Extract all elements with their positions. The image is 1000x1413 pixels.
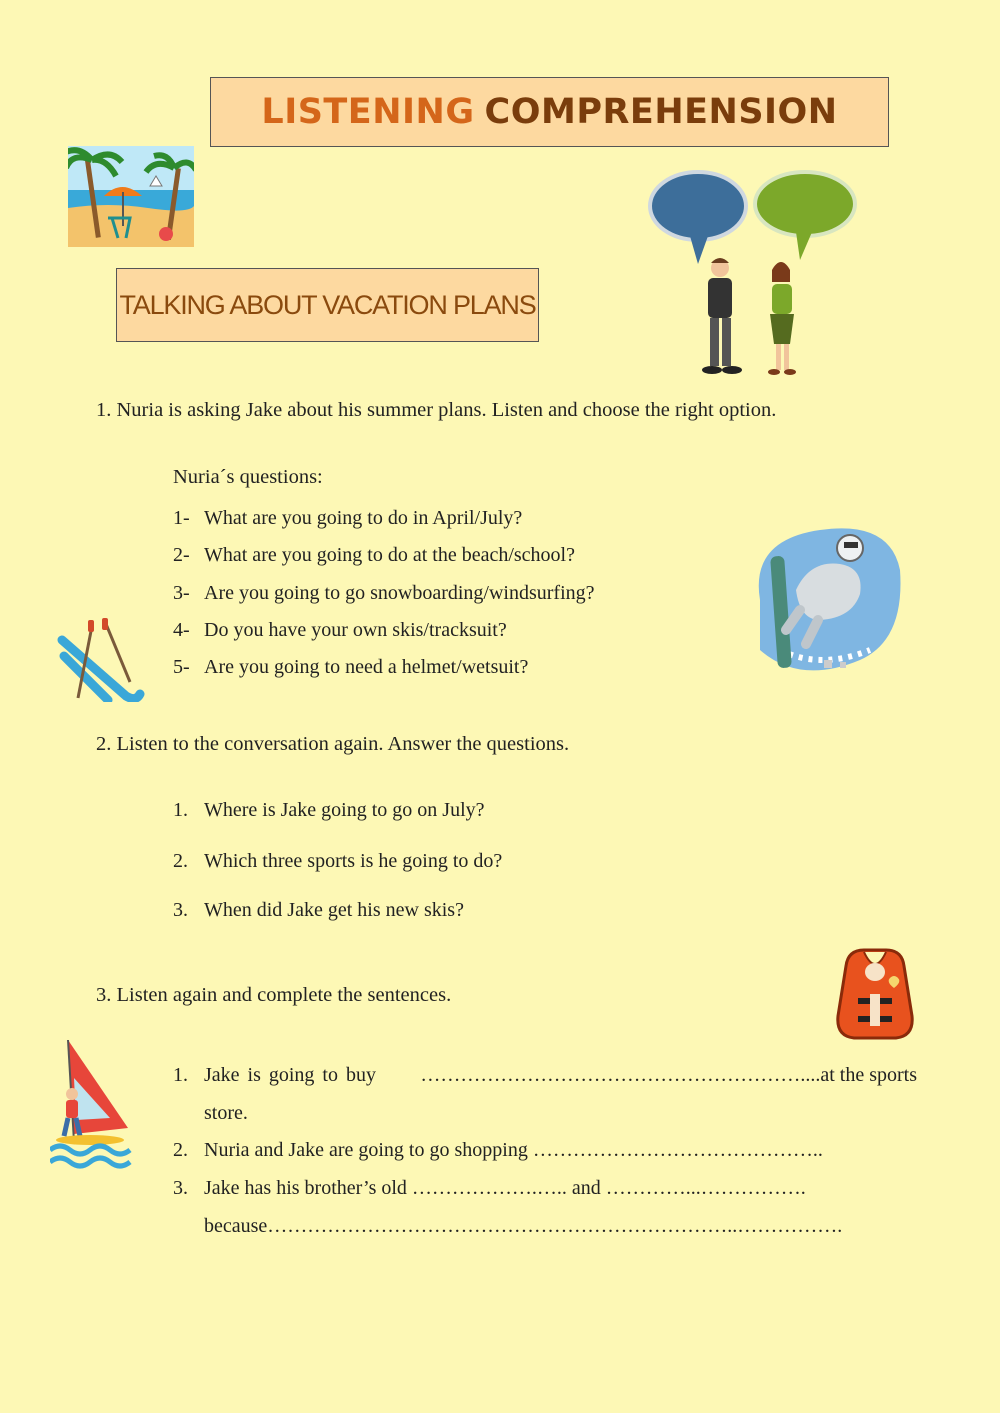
item-text: Do you have your own skis/tracksuit?	[204, 619, 507, 641]
list-item	[173, 899, 464, 922]
sentence-3-continuation: because……………………………………………………………..…………….	[204, 1215, 843, 1237]
item-number: 5-	[173, 656, 190, 678]
list-item	[173, 544, 575, 567]
item-number: 4-	[173, 619, 190, 641]
skis-icon	[56, 618, 146, 702]
item-text: What are you going to do at the beach/school?	[204, 544, 575, 566]
item-text: When did Jake get his new skis?	[204, 899, 464, 921]
subtitle-text: TALKING ABOUT VACATION PLANS	[119, 289, 536, 320]
questions-label: Nuria´s questions:	[173, 466, 323, 488]
list-item	[173, 507, 522, 530]
sentence-3	[173, 1177, 806, 1200]
item-text: Are you going to go snowboarding/windsurfing?	[204, 582, 595, 604]
list-item	[173, 619, 507, 642]
title-part2: COMPREHENSION	[484, 92, 838, 132]
sentence-text: Jake is going to buy	[204, 1064, 376, 1086]
snowboarder-icon	[740, 520, 905, 682]
exercise-2-instruction: 2. Listen to the conversation again. Answer the questions.	[96, 733, 570, 755]
list-item	[173, 656, 528, 679]
list-item	[173, 582, 595, 605]
item-text: What are you going to do in April/July?	[204, 507, 523, 529]
sentence-text: Jake has his brother’s old ……………….….. and …………...…………….	[204, 1177, 806, 1199]
sentence-text: Nuria and Jake are going to go shopping ……………………………………..	[204, 1139, 823, 1161]
exercise-1-instruction: 1. Nuria is asking Jake about his summer plans. Listen and choose the right option.	[96, 399, 777, 421]
sentence-2	[173, 1139, 823, 1162]
exercise-3-instruction: 3. Listen again and complete the sentences.	[96, 984, 452, 1006]
item-number: 1-	[173, 507, 190, 529]
item-number: 1.	[173, 799, 188, 821]
life-jacket-icon	[834, 946, 916, 1042]
item-number: 2-	[173, 544, 190, 566]
item-number: 2.	[173, 1139, 188, 1161]
item-number: 3.	[173, 899, 188, 921]
beach-scene-icon	[68, 146, 194, 247]
worksheet-title	[210, 77, 889, 147]
list-item	[173, 799, 485, 822]
item-number: 3.	[173, 1177, 188, 1199]
title-part1: LISTENING	[261, 92, 475, 132]
item-number: 1.	[173, 1064, 188, 1086]
list-item	[173, 850, 502, 873]
item-text: Which three sports is he going to do?	[204, 850, 503, 872]
item-number: 2.	[173, 850, 188, 872]
windsurfer-icon	[50, 1038, 132, 1170]
sentence-blank: …………………………………………………....at the sports	[420, 1064, 917, 1086]
sentence-1-continuation: store.	[204, 1102, 248, 1124]
item-text: Where is Jake going to go on July?	[204, 799, 485, 821]
worksheet-subtitle	[116, 268, 539, 342]
item-number: 3-	[173, 582, 190, 604]
item-text: Are you going to need a helmet/wetsuit?	[204, 656, 529, 678]
speech-bubbles-couple-icon	[648, 168, 860, 384]
sentence-1	[173, 1064, 917, 1087]
